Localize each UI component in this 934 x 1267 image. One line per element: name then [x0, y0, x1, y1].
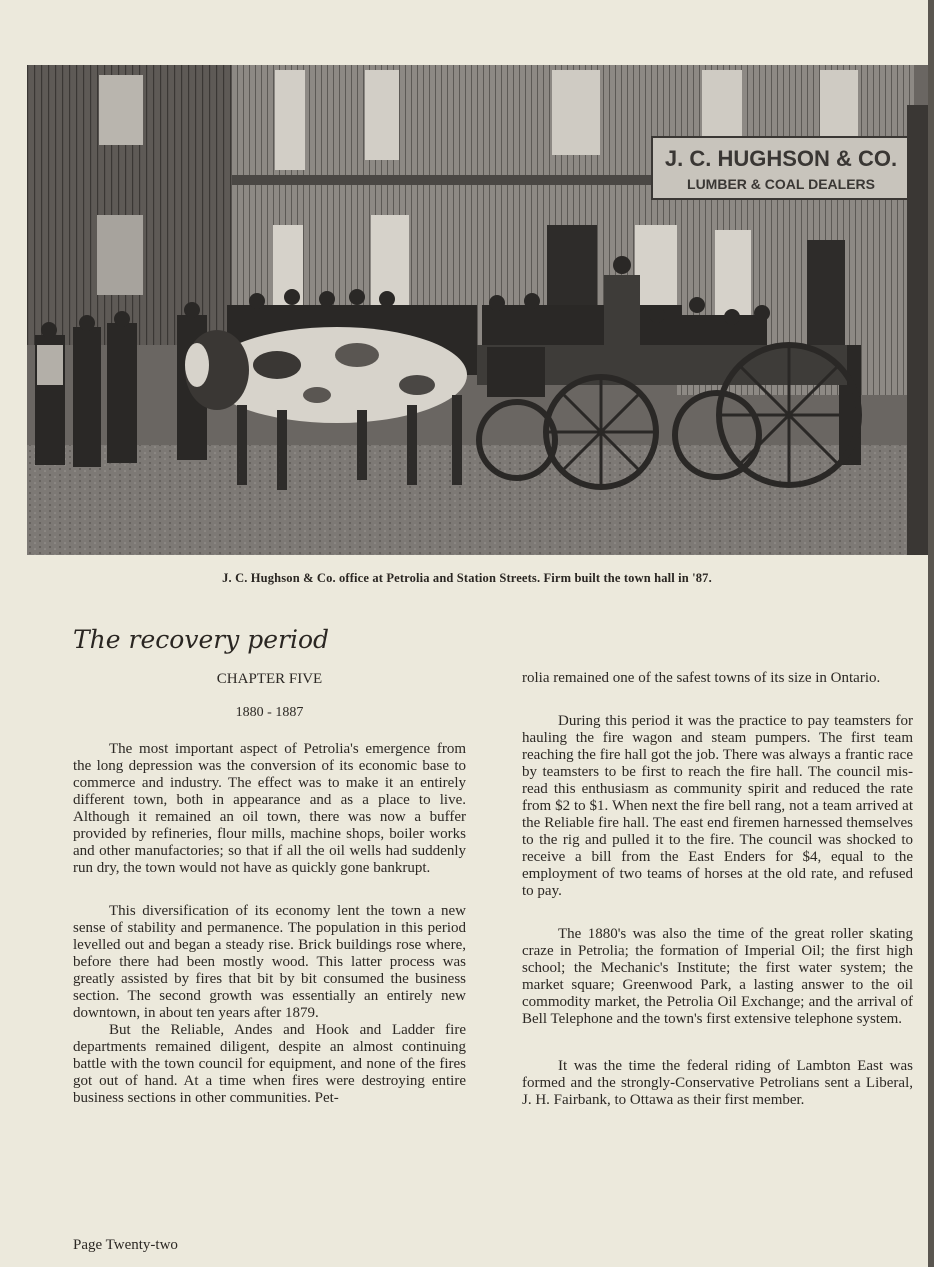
- paragraph: It was the time the federal riding of Lambton East was formed and the strongly-Conservative Petrolians sent a Liberal, J. H. Fairbank, to Ottawa as their first member.: [522, 1058, 913, 1108]
- left-column: [73, 625, 466, 1107]
- sign-line2: LUMBER & COAL DEALERS: [687, 176, 875, 192]
- photo-illustration: [27, 65, 934, 555]
- chapter-label: CHAPTER FIVE: [216, 671, 323, 687]
- page-number: Page Twenty-two: [73, 1237, 178, 1253]
- paragraph: The 1880's was also the time of the great roller skating craze in Petrolia; the formation of Imperial Oil; the first high school; the Mechanic's Institute; the first water system; the market square; Greenwood Park, a lasting answer to the oil commodity market, the Petrolia Oil Exchange; and the arrival of Bell Telephone and the town's first extensive telephone system.: [522, 926, 913, 1027]
- photo-caption: J. C. Hughson & Co. office at Petrolia and Station Streets. Firm built the town hall in '87.: [222, 571, 712, 585]
- historic-photo: [27, 65, 934, 555]
- paragraph: The most important aspect of Petrolia's emergence from the long depression was the conversion of its economic base to commerce and industry. The effect was to make it an entirely different town, both in appearance and as a place to live. Although it remained an oil town, there was now a buffer provided by refineries, flour mills, machine shops, boiler works and other manufactories; so that if all the oil wells had suddenly run dry, the town would not have as quickly gone bankrupt.: [73, 741, 466, 876]
- chapter-title: The recovery period: [73, 625, 330, 654]
- paragraph: During this period it was the practice to pay teamsters for hauling the fire wagon and steam pumpers. The first team reaching the fire hall got the job. There was always a frantic race by teamsters to be first to reach the fire hall. The council mis-read this enthusiasm as community spirit and reduced the rate from $2 to $1. When next the fire bell rang, not a team arrived at the Reliable fire hall. The east end firemen harnessed themselves to the rig and pulled it to the fire. The council was shocked to receive a bill from the East Enders for $4, equal to the employment of two teams of horses at the old rate, and refused to pay.: [522, 713, 913, 899]
- sign-line1: J. C. HUGHSON & CO.: [664, 146, 898, 171]
- paragraph: rolia remained one of the safest towns of its size in Ontario.: [522, 670, 881, 686]
- right-column: [522, 670, 913, 1109]
- chapter-years: 1880 - 1887: [235, 705, 304, 720]
- paragraph: But the Reliable, Andes and Hook and Ladder fire departments remained diligent, despite an almost continuing battle with the town council for equipment, and none of the fires got out of hand. At a time when fires were destroying entire business sections in other communities. Pet-: [73, 1022, 466, 1106]
- page-edge: [928, 0, 934, 1267]
- paragraph: This diversification of its economy lent the town a new sense of stability and permanence. The population in this period levelled out and began a steady rise. Brick buildings rose where, before there had been mostly wood. This latter process was greatly assisted by fires that bit by bit consumed the business section. The second growth was essentially an entirely new downtown, in about ten years after 1879.: [73, 903, 466, 1021]
